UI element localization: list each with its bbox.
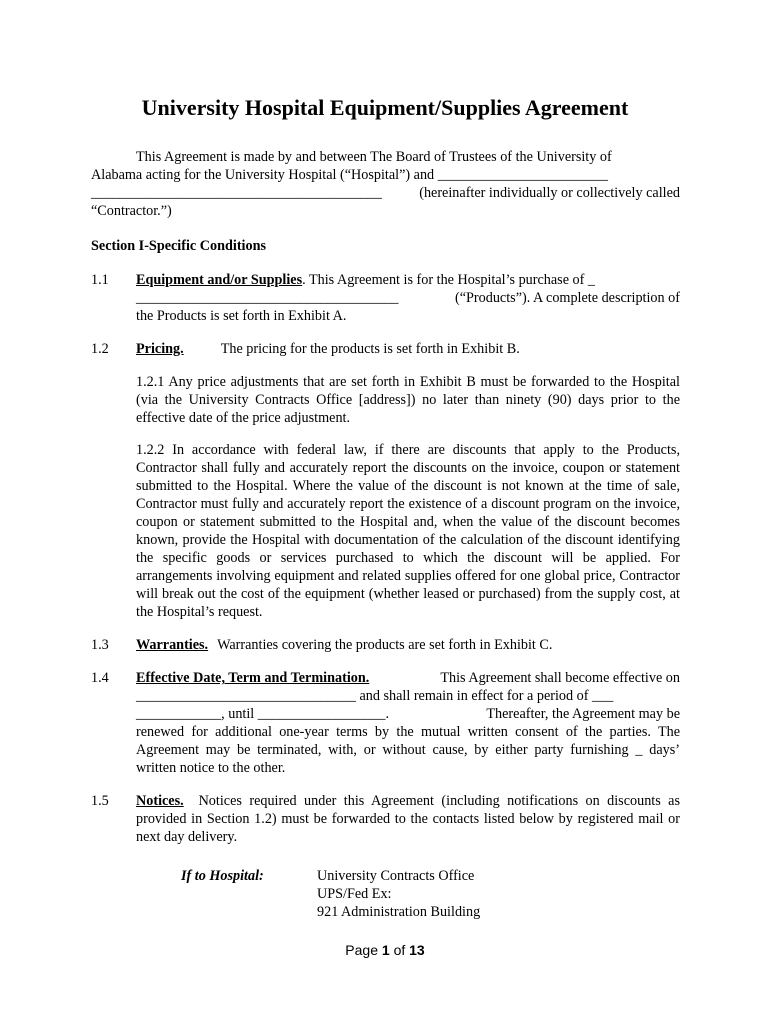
clause-1-1: Equipment and/or Supplies. This Agreement is for the Hospital’s purchase of _ _____________________________________ (“Products”). A complete description of the Products is set forth in Exhibit A. <box>136 272 680 324</box>
clause-1-2: Pricing. The pricing for the products is set forth in Exhibit B. <box>136 341 520 357</box>
total-pages: 13 <box>409 942 425 958</box>
clause-heading: Pricing. <box>136 341 184 357</box>
clause-number: 1.5 <box>91 793 109 809</box>
products-blank[interactable]: _____________________________________ <box>136 290 399 306</box>
term-blanks[interactable]: _______________________________ and shall remain in effect for a period of ___ <box>136 688 614 704</box>
clause-number: 1.1 <box>91 272 109 288</box>
clause-1-5: Notices. Notices required under this Agreement (including notifications on discounts as provided in Section 1.2) must be forwarded to the contacts listed below by registered mail or next day delivery. <box>136 793 681 845</box>
intro-paragraph <box>91 148 680 220</box>
intro-line-1: This Agreement is made by and between The Board of Trustees of the University of <box>136 149 612 165</box>
clause-1-2-2: 1.2.2 In accordance with federal law, if there are discounts that apply to the Products, Contractor shall fully and accurately report the discounts on the invoice, coupon or statement submitted to the Hospital. Where the value of the discount is not known at the time of sale, Contractor must fully and accurately report the existence of a discount program on the invoice, coupon or statement submitted to the Hospital and, when the value of the discount becomes known, provide the Hospital with documentation of the calculation of the discount identifying the specific goods or services purchased to which the discount will be applied. For arrangements involving equipment and related supplies offered for one global price, Contractor will break out the cost of the equipment (whether leased or purchased) from the supply cost, at the Hospital’s request. <box>136 442 680 620</box>
clause-number: 1.4 <box>91 670 109 686</box>
clause-1-4: Effective Date, Term and Termination. This Agreement shall become effective on _______________________________ and shall remain in effect for a period of ___ ____________, until __________________. Thereafter, the Agreement may be <box>136 670 680 722</box>
contractor-name-blank[interactable]: _________________________________________ <box>91 185 382 201</box>
until-blank[interactable]: ____________, until __________________. <box>136 706 390 722</box>
intro-line-2: Alabama acting for the University Hospital (“Hospital”) and ________________________ <box>91 167 608 183</box>
clause-1-4-rest: renewed for additional one-year terms by the mutual written consent of the parties. The Agreement may be terminated, with, or without cause, by either party furnishing _ days’ written notice to the other. <box>136 724 680 776</box>
clause-heading: Equipment and/or Supplies <box>136 272 303 288</box>
notice-label: If to Hospital: <box>181 868 264 884</box>
page-footer: Page 1 of 13 <box>345 942 425 958</box>
clause-1-3: Warranties. Warranties covering the products are set forth in Exhibit C. <box>136 637 553 653</box>
clause-heading: Notices. <box>136 793 184 809</box>
document-title: University Hospital Equipment/Supplies Agreement <box>141 95 629 120</box>
clause-number: 1.3 <box>91 637 109 653</box>
clause-heading: Effective Date, Term and Termination. <box>136 670 370 686</box>
section-1-heading: Section I-Specific Conditions <box>91 238 266 254</box>
notice-address: University Contracts Office UPS/Fed Ex: 921 Administration Building <box>317 868 481 920</box>
clause-number: 1.2 <box>91 341 109 357</box>
intro-line-4: “Contractor.”) <box>91 203 172 219</box>
current-page: 1 <box>381 942 390 958</box>
clause-heading: Warranties. <box>136 637 209 653</box>
clause-1-2-1: 1.2.1 Any price adjustments that are set forth in Exhibit B must be forwarded to the Hospital (via the University Contracts Office [address]) no later than ninety (90) days prior to the effective date of the price adjustment. <box>136 374 680 426</box>
intro-line-3: _________________________________________ (hereinafter individually or collectively called <box>91 185 680 201</box>
